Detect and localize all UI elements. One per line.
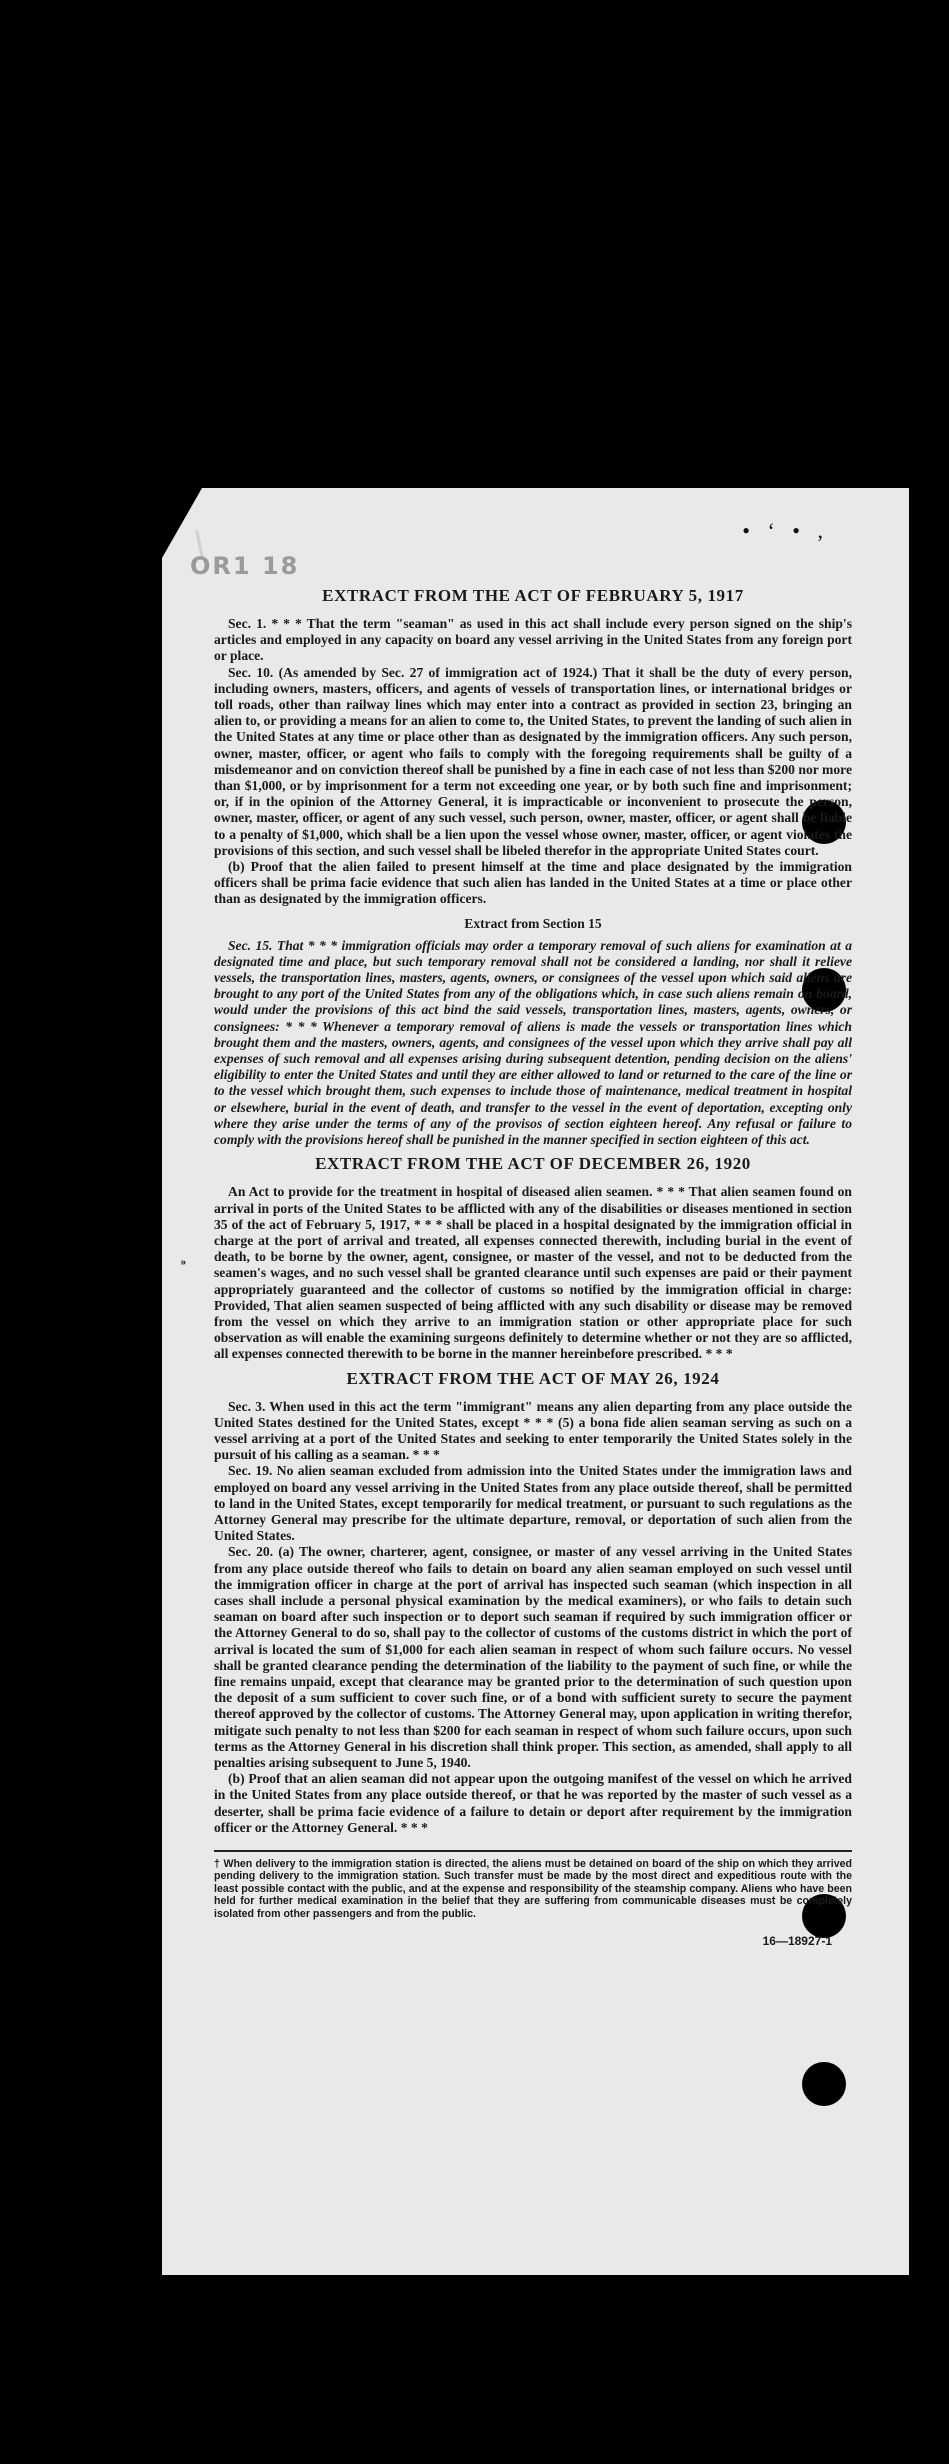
paragraph: Sec. 3. When used in this act the term "immigrant" means any alien departing from any place outside the United States destined for the United States, except * * * (5) a bona fide alien seaman serving as such on a vessel arriving at a port of the United States and seeking to enter temporarily the United States solely in the pursuit of his calling as a seaman. * * *	[214, 1398, 852, 1463]
margin-mark: ⁍	[180, 1257, 187, 1272]
section-heading: EXTRACT FROM THE ACT OF DECEMBER 26, 1920	[315, 1154, 751, 1174]
paragraph: Sec. 1. * * * That the term "seaman" as used in this act shall include every person signed on the ship's articles and employed in any capacity on board any vessel arriving in the United States from any foreign port or place.	[214, 616, 852, 664]
paragraph: Sec. 10. (As amended by Sec. 27 of immigration act of 1924.) That it shall be the duty of every person, including owners, masters, officers, and agents of vessels of transportation lines, or international bridges or toll roads, other than railway lines which may enter into a contract as provided in section 23, bringing an alien to, or providing a means for an alien to come to, the United States, to prevent the landing of such alien in the United States at any time or place other than as designated by the immigration officers. Any such person, owner, master, officer, or agent who fails to comply with the foregoing requirements shall be guilty of a misdemeanor and on conviction thereof shall be punished by a fine in each case of not less than $200 nor more than $1,000, or by imprisonment for a term not exceeding one year, or by both such fine and imprisonment; or, if in the opinion of the Attorney General, it is impracticable or inconvenient to prosecute the person, owner, master, officer, or agent of any such vessel, such person, owner, master, officer, or agent shall be liable to a penalty of $1,000, which shall be a lien upon the vessel whose owner, master, officer, or agent violates the provisions of this section, and such vessel shall be libeled therefor in the appropriate United States court.	[214, 664, 852, 858]
paragraph: Sec. 19. No alien seaman excluded from admission into the United States under the immigration laws and employed on board any vessel arriving in the United States from any place outside thereof, shall be permitted to land in the United States, except temporarily for medical treatment, or pursuant to such regulations as the Attorney General may prescribe for the ultimate departure, removal, or deportation of such alien from the United States.	[214, 1463, 852, 1544]
document-body	[214, 580, 852, 1948]
document-page	[162, 488, 909, 2275]
footnote: † When delivery to the immigration station is directed, the aliens must be detained on board of the ship on which they arrived pending delivery to the immigration station. Such transfer must be made by the most direct and expeditious route with the least possible contact with the public, and at the expense and responsibility of the steamship company. Aliens who have been held for further medical examination in the belief that they are suffering from communicable diseases must be completely isolated from other passengers and from the public.	[214, 1858, 852, 1920]
paragraph: An Act to provide for the treatment in hospital of diseased alien seamen. * * * That alien seamen found on arrival in ports of the United States to be afflicted with any of the disabilities or diseases mentioned in section 35 of the act of February 5, 1917, * * * shall be placed in a hospital designated by the immigration official in charge at the port of arrival and treated, all expenses connected therewith, including burial in the event of death, to be borne by the owner, agent, consignee, or master of the vessel, and not to be deducted from the seamen's wages, and no such vessel shall be granted clearance until such expenses are paid or their payment appropriately guaranteed and the collector of customs so notified by the immigration official in charge: Provided, That alien seamen suspected of being afflicted with any such disability or disease may be removed from the vessel on which they arrive to an immigration station or other appropriate place for such observation as will enable the examining surgeons definitely to determine whether or not they are so afflicted, all expenses connected therewith to be borne in the manner hereinbefore prescribed. * * *	[214, 1184, 852, 1362]
paragraph: Sec. 20. (a) The owner, charterer, agent, consignee, or master of any vessel arriving in the United States from any place outside thereof who fails to detain on board any alien seaman employed on such vessel until the immigration officer in charge at the port of arrival has inspected such seaman (which inspection in all cases shall include a personal physical examination by the medical examiners), or who fails to detain such seaman on board after such inspection or to deport such seaman if required by such immigration officer or the Attorney General to do so, shall pay to the collector of customs of the customs district in which the port of arrival is located the sum of $1,000 for each alien seaman in respect of whom such failure occurs. No vessel shall be granted clearance pending the determination of the liability to the payment of such fine, or while the fine remains unpaid, except that clearance may be granted prior to the determination of such question upon the deposit of a sum sufficient to cover such fine, or of a bond with sufficient surety to secure the payment thereof approved by the collector of customs. The Attorney General may, upon application in writing therefor, mitigate such penalty to not less than $200 for each seaman in respect of whom such failure occurs, upon such terms as the Attorney General in his discretion shall think proper. This section, as amended, shall apply to all penalties arising subsequent to June 5, 1940.	[214, 1544, 852, 1770]
form-number: 16—18927-1	[762, 1934, 832, 1949]
section-heading: EXTRACT FROM THE ACT OF MAY 26, 1924	[346, 1368, 720, 1388]
punch-hole	[802, 2062, 846, 2106]
footnote-divider	[214, 1850, 852, 1852]
paragraph: Sec. 15. That * * * immigration officials may order a temporary removal of such aliens for examination at a designated time and place, but such temporary removal shall not be considered a landing, nor shall it relieve vessels, the transportation lines, masters, agents, owners, or consignees of the vessel upon which said aliens are brought to any port of the United States from any of the obligations which, in case such aliens remain on board, would under the provisions of this act bind the said vessels, transportation lines, masters, agents, owners, or consignees: * * * Whenever a temporary removal of aliens is made the vessels or transportation lines which brought them and the masters, owners, agents, and consignees of the vessel upon which they arrive shall pay all expenses of such removal and all expenses arising during subsequent detention, pending decision on the aliens' eligibility to enter the United States and until they are either allowed to land or returned to the care of the line or to the vessel which brought them, such expenses to include those of maintenance, medical treatment in hospital or elsewhere, burial in the event of death, and transfer to the vessel in the event of deportation, excepting only where they arise under the terms of any of the provisos of section eighteen hereof. Any refusal or failure to comply with the provisions hereof shall be punished in the manner specified in section eighteen of this act.	[214, 937, 852, 1148]
folded-corner	[162, 488, 202, 558]
corner-stamp: OR1 18	[190, 552, 300, 580]
paragraph: (b) Proof that an alien seaman did not appear upon the outgoing manifest of the vessel on which he arrived in the United States from any place outside thereof, or that he was reported by the master of such vessel as a deserter, shall be prima facie evidence of a failure to detain or deport after requirement by the immigration officer or the Attorney General. * * *	[214, 1771, 852, 1835]
section-heading: Extract from Section 15	[464, 915, 602, 931]
ink-marks: • ‘ • ,	[742, 518, 829, 543]
section-heading: EXTRACT FROM THE ACT OF FEBRUARY 5, 1917	[322, 586, 744, 605]
paragraph: (b) Proof that the alien failed to present himself at the time and place designated by the immigration officers shall be prima facie evidence that such alien has landed in the United States at a time or place other than as designated by the immigration officers.	[214, 859, 852, 907]
